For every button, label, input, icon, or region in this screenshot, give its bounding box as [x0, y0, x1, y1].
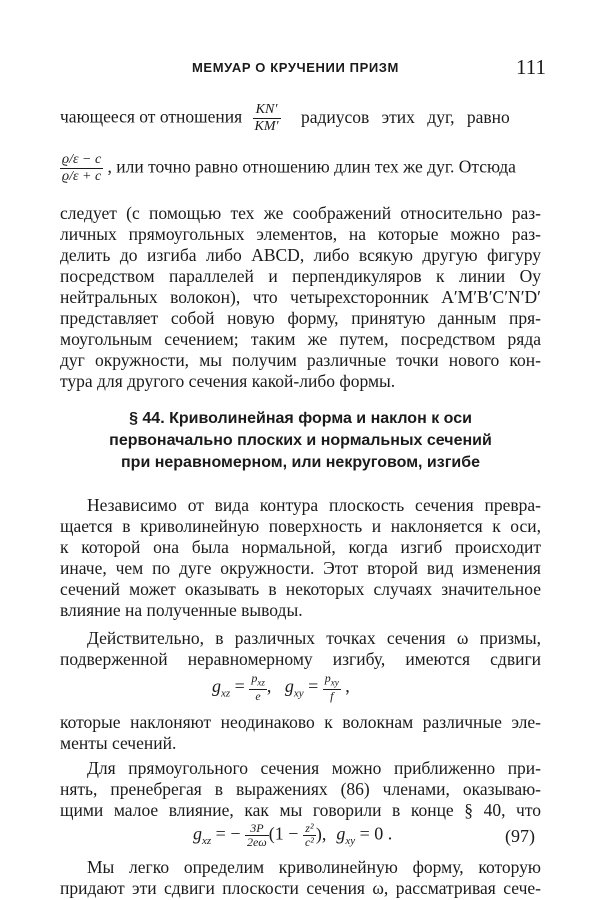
- para3-after-line: которые наклоняют неодинаково к волокнам различные эле-: [60, 712, 541, 732]
- fraction-numerator: p: [324, 671, 331, 685]
- formula-sub-xy: xy: [293, 687, 304, 700]
- para1-line: посредством параллелей и перпендикуляров к линии Oy: [60, 266, 541, 286]
- section-heading-line: первоначально плоских и нормальных сечений: [109, 432, 492, 449]
- fraction-numerator-sub: xy: [330, 677, 339, 688]
- para2-line: сечений может оказывать в некоторых случаях значительное: [60, 579, 541, 599]
- para1-line: дуг окружности, мы получим различные точки нового кон-: [60, 350, 541, 370]
- fraction-denominator: e: [249, 689, 267, 703]
- formula-g-xy: g: [284, 675, 294, 696]
- para5-line: придают эти сдвиги плоскости сечения ω, рассматривая сече-: [60, 878, 541, 898]
- formula-equals-minus: = −: [211, 823, 245, 844]
- fraction-numerator: 3P: [250, 821, 264, 835]
- para1-line2: [60, 152, 541, 185]
- fraction-numerator: p: [251, 671, 258, 685]
- formula-sub-xz: xz: [202, 835, 212, 848]
- para3-line: подверженной неравномерному изгибу, имеются сдвиги: [60, 649, 541, 669]
- para5-line: Мы легко определим криволинейную форму, которую: [87, 857, 541, 877]
- section-heading-line: при неравномерном, или некруговом, изгибе: [121, 454, 480, 471]
- para1-line: представляет собой новую форму, принятую данным пря-: [60, 308, 541, 328]
- para1-line2-text: , или точно равно отношению длин тех же дуг. Отсюда: [107, 156, 516, 177]
- para1-line: следует (с помощью тех же соображений относительно раз-: [60, 203, 541, 223]
- para2-line: к которой она была нормальной, когда изгиб происходит: [60, 537, 541, 557]
- formula-paren-close: ),: [315, 823, 327, 844]
- para1-line1: [60, 102, 541, 135]
- formula-sub-xy: xy: [345, 835, 356, 848]
- formula-equals: =: [303, 675, 323, 696]
- formula-fraction-3p: [245, 822, 269, 849]
- formula-equals: =: [230, 675, 250, 696]
- para1-line: тура для другого сечения какой-либо формы.: [60, 371, 396, 391]
- fraction-numerator: z²: [305, 821, 314, 835]
- para1-line1-tail: радиусов этих дуг, равно: [300, 106, 510, 127]
- rho-fraction-denominator: ϱ/ε + c: [62, 169, 102, 184]
- para1-line1-text: чающееся от отношения: [60, 106, 243, 127]
- section-heading-line: § 44. Криволинейная форма и наклон к оси: [129, 410, 472, 427]
- para3-after-line: менты сечений.: [60, 733, 177, 753]
- para1-line: делить до изгиба либо ABCD, либо всякую другую фигуру: [60, 245, 541, 265]
- formula-separator: ,: [266, 675, 285, 696]
- formula-fraction-pxy-f: [323, 672, 341, 703]
- para2-line: иначе, чем по дуге окружности. Этот второй вид изменения: [60, 558, 541, 578]
- fraction-denominator: 2eω: [246, 835, 267, 849]
- rho-fraction: [60, 152, 103, 185]
- page-number: 111: [516, 55, 546, 79]
- fraction-numerator-sub: xz: [257, 677, 265, 688]
- para4-line: нять, пренебрегая в выражениях (86) членами, оказываю-: [60, 779, 541, 799]
- ratio-fraction: [253, 102, 281, 135]
- formula-fraction-pxz-e: [249, 672, 267, 703]
- ratio-numerator: KN′: [255, 102, 278, 117]
- rho-fraction-numerator: ϱ/ε − c: [62, 152, 102, 167]
- para1-line: нейтральных волокон), что четырехсторонник A′M′B′C′N′D′: [60, 287, 541, 307]
- para1-line: личных прямоугольных элементов, на которые можно раз-: [60, 224, 541, 244]
- para2-line: влияние на полученные выводы.: [60, 600, 303, 620]
- para3-line: Действительно, в различных точках сечения ω призмы,: [87, 628, 541, 648]
- formula-sub-xz: xz: [221, 687, 231, 700]
- formula-paren-open: (1 −: [268, 823, 303, 844]
- formula-g-xy: g: [336, 823, 346, 844]
- para2-line: щается в криволинейную поверхность и наклоняется к оси,: [60, 516, 541, 536]
- fraction-denominator: c²: [304, 835, 314, 849]
- shear-formula: [212, 672, 350, 703]
- equation-number: (97): [505, 826, 535, 846]
- formula-end: ,: [340, 675, 350, 696]
- para4-line: щими малое влияние, как мы говорили в конце § 40, что: [60, 800, 541, 820]
- fraction-denominator: f: [323, 689, 341, 703]
- para4-line: Для прямоугольного сечения можно приближенно при-: [87, 758, 541, 778]
- formula-g-xz: g: [193, 823, 202, 844]
- para2-line: Независимо от вида контура плоскость сечения превра-: [87, 495, 541, 515]
- formula-g-xz: g: [212, 675, 221, 696]
- formula-equals-zero: = 0 .: [355, 823, 393, 844]
- ratio-denominator: KM′: [254, 119, 279, 134]
- para1-line: моугольным сечением; таким же путем, посредством ряда: [60, 329, 541, 349]
- formula-fraction-z2-c2: [303, 822, 316, 849]
- running-title: МЕМУАР О КРУЧЕНИИ ПРИЗМ: [192, 60, 399, 75]
- equation-97: [193, 822, 392, 849]
- running-header: [0, 56, 601, 80]
